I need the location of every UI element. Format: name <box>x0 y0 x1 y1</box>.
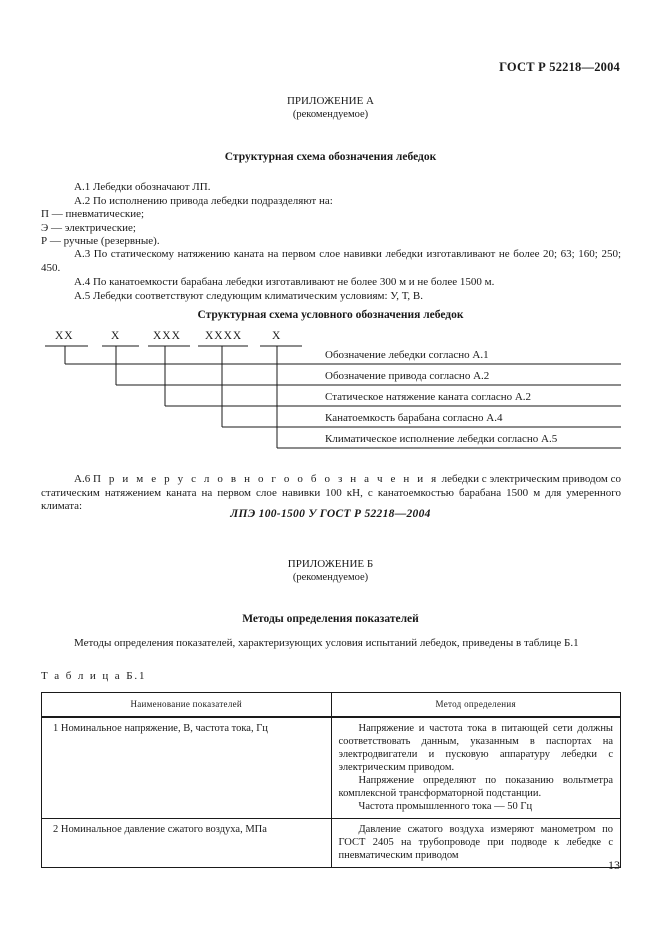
cell-method <box>331 717 621 819</box>
paragraph-a5-text: А.5 Лебедки соответствуют следующим климатическим условиям: У, Т, В. <box>74 290 423 302</box>
table-caption: Т а б л и ц а Б.1 <box>41 670 147 682</box>
appendix-a-paragraphs <box>41 181 621 249</box>
scheme-heading: Структурная схема условного обозначения лебедок <box>197 309 464 321</box>
indicator-name-1: 1 Номинальное напряжение, В, частота тока, Гц <box>53 723 268 734</box>
appendix-a-subtitle: (рекомендуемое) <box>292 109 369 120</box>
table-row <box>42 717 621 819</box>
appendix-b-subtitle: (рекомендуемое) <box>292 572 369 583</box>
method-1-para-2: Напряжение определяют по показанию вольтметра комплексной трансформаторной подстанции. <box>338 775 613 799</box>
cell-indicator-name <box>42 819 332 868</box>
paragraph-a5 <box>41 290 621 304</box>
paragraph-drive-r: Р — ручные (резервные). <box>41 235 160 248</box>
paragraph-drive-e: Э — электрические; <box>41 221 136 234</box>
paragraph-a3 <box>41 248 621 275</box>
cell-method <box>331 819 621 868</box>
scheme-label-4: Канатоемкость барабана согласно А.4 <box>325 412 503 424</box>
cell-indicator-name <box>42 717 332 819</box>
appendix-a-title: ПРИЛОЖЕНИЕ А <box>286 95 374 107</box>
appendix-b-intro-text: Методы определения показателей, характеризующих условия испытаний лебедок, приведены в таблице Б.1 <box>74 637 579 649</box>
scheme-code-3: XXX <box>153 330 181 342</box>
methods-table <box>41 692 621 868</box>
indicator-name-2: 2 Номинальное давление сжатого воздуха, МПа <box>53 824 267 835</box>
column-header-name: Наименование показателей <box>42 693 332 718</box>
table-row <box>42 819 621 868</box>
example-prefix: А.6 <box>74 473 91 485</box>
scheme-label-3: Статическое натяжение каната согласно А.2 <box>325 391 532 403</box>
example-designation: ЛПЭ 100-1500 У ГОСТ Р 52218—2004 <box>230 508 431 520</box>
scheme-label-1: Обозначение лебедки согласно А.1 <box>325 349 489 361</box>
paragraph-a4-text: А.4 По канатоемкости барабана лебедки изготавливают не более 300 м и не более 1500 м. <box>74 276 495 288</box>
scheme-code-5: X <box>272 330 282 342</box>
page-number: 13 <box>608 858 620 872</box>
paragraph-drive-p: П — пневматические; <box>41 208 145 221</box>
paragraph-a1: А.1 Лебедки обозначают ЛП. <box>74 181 211 193</box>
example-spaced-phrase: П р и м е р у с л о в н о г о о б о з н а ч е н и я <box>93 473 439 485</box>
table-header-row <box>42 693 621 718</box>
method-2-para-1: Давление сжатого воздуха измеряют манометром по ГОСТ 2405 на трубопроводе при подводе к лебедке с пневматическим приводом <box>338 824 613 861</box>
column-header-method: Метод определения <box>331 693 621 718</box>
method-1-para-1: Напряжение и частота тока в питающей сети должны соответствовать данным, указанным в паспортах на электродвигатели и пусковую аппаратуру лебедки с электрическим приводом. <box>338 723 613 773</box>
scheme-label-2: Обозначение привода согласно А.2 <box>325 370 490 382</box>
designation-structure-diagram <box>0 325 661 460</box>
scheme-code-1: XX <box>55 330 74 342</box>
scheme-code-2: X <box>111 330 121 342</box>
appendix-a-heading: Структурная схема обозначения лебедок <box>224 151 437 163</box>
paragraph-a3-text: А.3 По статическому натяжению каната на первом слое навивки лебедки изготавливают не более 20; 63; 160; 250; 450. <box>41 248 621 274</box>
example-rest-text: лебедки с электрическим приводом со статическим натяжением каната на первом слое навивки 100 кН, с канатоемкостью барабана 1500 м для умеренного климата: <box>41 473 622 513</box>
appendix-b-title: ПРИЛОЖЕНИЕ Б <box>287 558 374 570</box>
scheme-label-5: Климатическое исполнение лебедки согласно А.5 <box>325 433 558 445</box>
scheme-code-4: XXXX <box>205 330 243 342</box>
standard-code-header: ГОСТ Р 52218—2004 <box>499 60 620 74</box>
method-1-para-3: Частота промышленного тока — 50 Гц <box>358 801 533 812</box>
appendix-b-heading: Методы определения показателей <box>242 613 419 625</box>
appendix-b-intro <box>41 637 621 651</box>
paragraph-a4 <box>41 276 621 290</box>
paragraph-a2: А.2 По исполнению привода лебедки подразделяют на: <box>74 194 333 207</box>
